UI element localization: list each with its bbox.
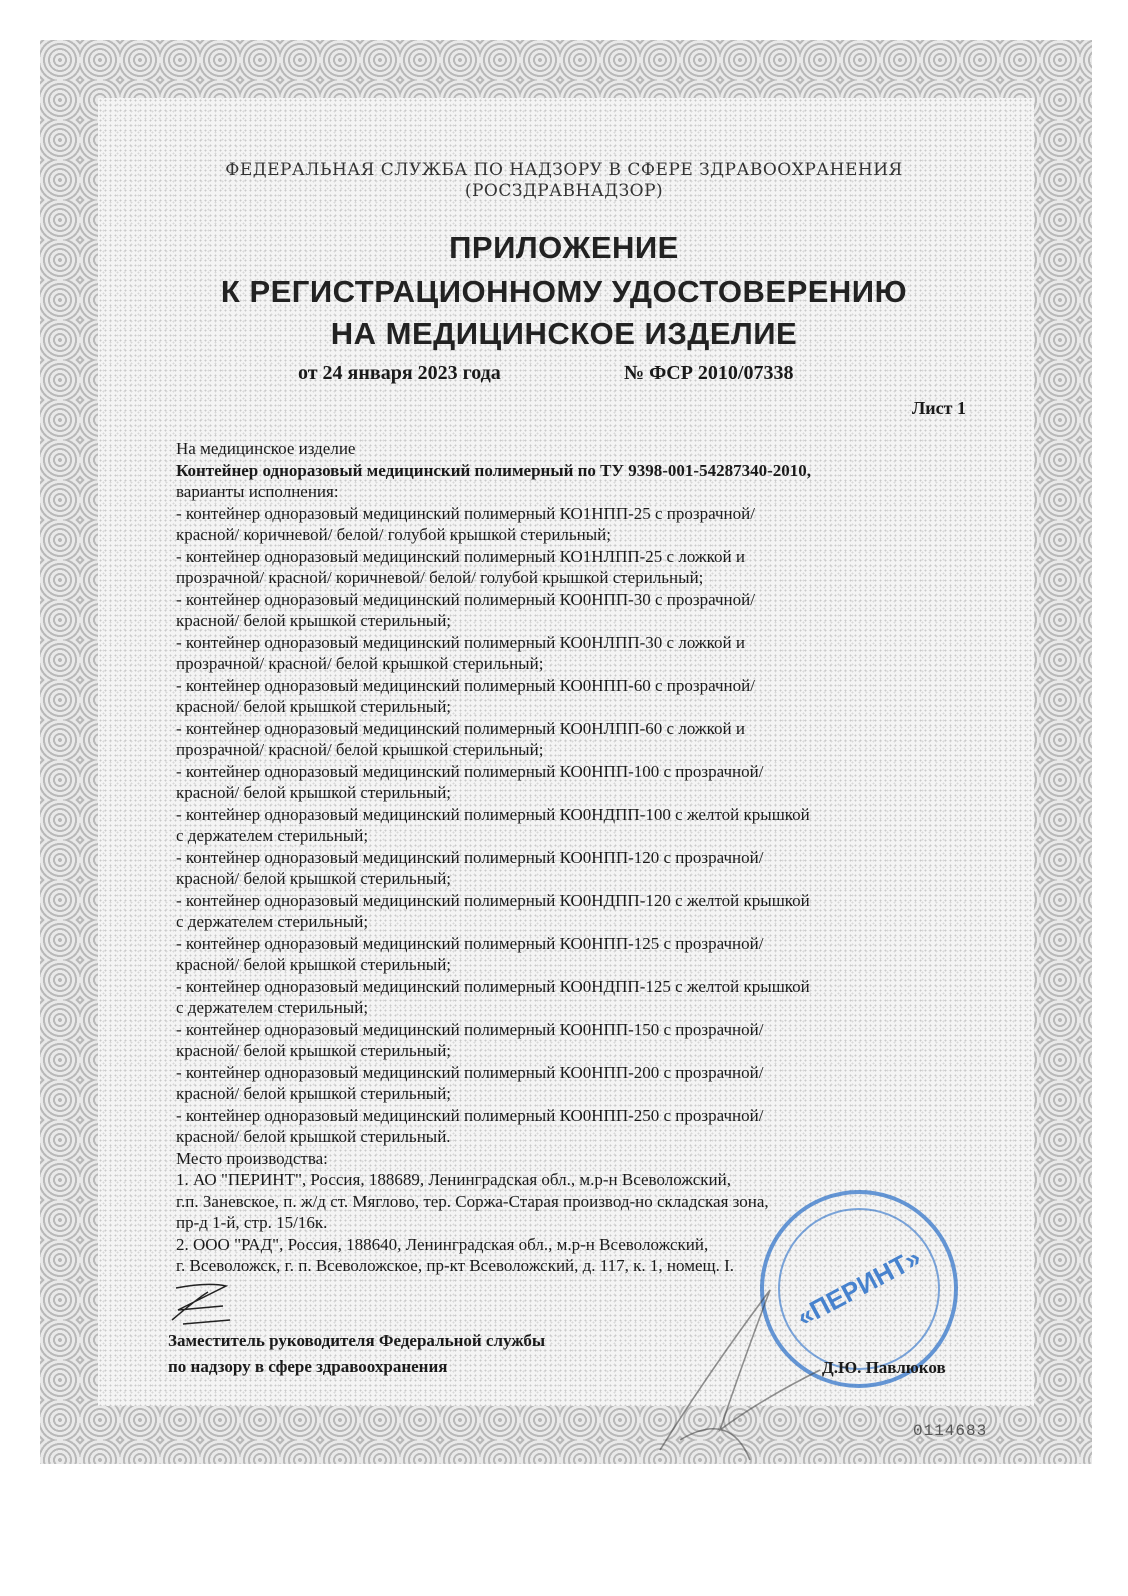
body-line: На медицинское изделие <box>176 439 356 458</box>
issue-date: от 24 января 2023 года <box>298 362 501 384</box>
body-line: красной/ белой крышкой стерильный. <box>176 1127 451 1146</box>
body-line: с держателем стерильный; <box>176 826 369 845</box>
agency-name: ФЕДЕРАЛЬНАЯ СЛУЖБА ПО НАДЗОРУ В СФЕРЕ ЗДРАВООХРАНЕНИЯ <box>225 160 903 180</box>
signature-initials <box>168 1280 238 1330</box>
body-line: прозрачной/ красной/ белой крышкой стерильный; <box>176 740 544 759</box>
body-line: 2. ООО "РАД", Россия, 188640, Ленинградская обл., м.р-н Всеволожский, <box>176 1234 709 1254</box>
body-line: - контейнер одноразовый медицинский полимерный КО0НДПП-120 с желтой крышкой <box>176 890 810 910</box>
body-line: - контейнер одноразовый медицинский полимерный КО0НДПП-125 с желтой крышкой <box>176 976 810 996</box>
body-line: - контейнер одноразовый медицинский полимерный КО0НПП-125 с прозрачной/ <box>176 933 764 953</box>
document-body <box>176 438 1006 1277</box>
body-line: красной/ белой крышкой стерильный; <box>176 955 452 974</box>
body-line: прозрачной/ красной/ коричневой/ белой/ голубой крышкой стерильный; <box>176 568 704 587</box>
document-title-line1: ПРИЛОЖЕНИЕ <box>449 230 679 265</box>
body-line: - контейнер одноразовый медицинский полимерный КО0НПП-60 с прозрачной/ <box>176 675 755 695</box>
body-line: - контейнер одноразовый медицинский полимерный КО0НПП-200 с прозрачной/ <box>176 1062 764 1082</box>
company-stamp: «ПЕРИНТ» <box>760 1190 958 1388</box>
body-line: с держателем стерильный; <box>176 912 369 931</box>
body-line: 1. АО "ПЕРИНТ", Россия, 188689, Ленинградская обл., м.р-н Всеволожский, <box>176 1170 731 1189</box>
body-line: - контейнер одноразовый медицинский полимерный КО0НПП-150 с прозрачной/ <box>176 1019 764 1039</box>
body-line: - контейнер одноразовый медицинский полимерный КО0НПП-30 с прозрачной/ <box>176 589 755 609</box>
body-line: г. Всеволожск, г. п. Всеволожское, пр-кт Всеволожский, д. 117, к. 1, номещ. I. <box>176 1256 735 1275</box>
serial-number: 0114683 <box>913 1422 988 1440</box>
body-line: красной/ белой крышкой стерильный; <box>176 1041 452 1060</box>
document-title-line2: К РЕГИСТРАЦИОННОМУ УДОСТОВЕРЕНИЮ <box>220 274 908 309</box>
body-line: красной/ белой крышкой стерильный; <box>176 1084 452 1103</box>
body-line: - контейнер одноразовый медицинский полимерный КО0НПП-100 с прозрачной/ <box>176 761 764 781</box>
body-line: - контейнер одноразовый медицинский полимерный КО0НПП-120 с прозрачной/ <box>176 847 764 867</box>
sheet-number: Лист 1 <box>911 398 966 418</box>
signatory-position-line1: Заместитель руководителя Федеральной службы <box>168 1331 546 1350</box>
body-line: пр-д 1-й, стр. 15/16к. <box>176 1213 328 1232</box>
body-line: - контейнер одноразовый медицинский полимерный КО0НЛПП-30 с ложкой и <box>176 632 745 652</box>
body-line: красной/ коричневой/ белой/ голубой крышкой стерильный; <box>176 525 612 544</box>
body-line: прозрачной/ красной/ белой крышкой стерильный; <box>176 654 544 673</box>
document-title-line3: НА МЕДИЦИНСКОЕ ИЗДЕЛИЕ <box>330 316 798 351</box>
body-line: красной/ белой крышкой стерильный; <box>176 783 452 802</box>
body-line: красной/ белой крышкой стерильный; <box>176 869 452 888</box>
signatory-name: Д.Ю. Павлюков <box>822 1358 946 1377</box>
body-line: - контейнер одноразовый медицинский полимерный КО0НДПП-100 с желтой крышкой <box>176 804 810 824</box>
body-line: красной/ белой крышкой стерильный; <box>176 611 452 630</box>
body-line: - контейнер одноразовый медицинский полимерный КО0НЛПП-60 с ложкой и <box>176 718 745 738</box>
body-line: Контейнер одноразовый медицинский полимерный по ТУ 9398-001-54287340-2010, <box>176 460 811 480</box>
body-line: Место производства: <box>176 1148 328 1168</box>
body-line: - контейнер одноразовый медицинский полимерный КО1НЛПП-25 с ложкой и <box>176 546 745 566</box>
body-line: красной/ белой крышкой стерильный; <box>176 697 452 716</box>
body-line: - контейнер одноразовый медицинский полимерный КО0НПП-250 с прозрачной/ <box>176 1105 764 1125</box>
body-line: - контейнер одноразовый медицинский полимерный КО1НПП-25 с прозрачной/ <box>176 503 755 523</box>
body-line: г.п. Заневское, п. ж/д ст. Мяглово, тер. Соржа-Старая производ-но складская зона, <box>176 1191 769 1211</box>
agency-abbreviation: (РОСЗДРАВНАДЗОР) <box>464 181 664 201</box>
signatory-position <box>168 1328 545 1380</box>
registration-number: № ФСР 2010/07338 <box>624 362 794 384</box>
body-line: варианты исполнения: <box>176 482 339 501</box>
body-line: с держателем стерильный; <box>176 998 369 1017</box>
signatory-position-line2: по надзору в сфере здравоохранения <box>168 1357 448 1376</box>
